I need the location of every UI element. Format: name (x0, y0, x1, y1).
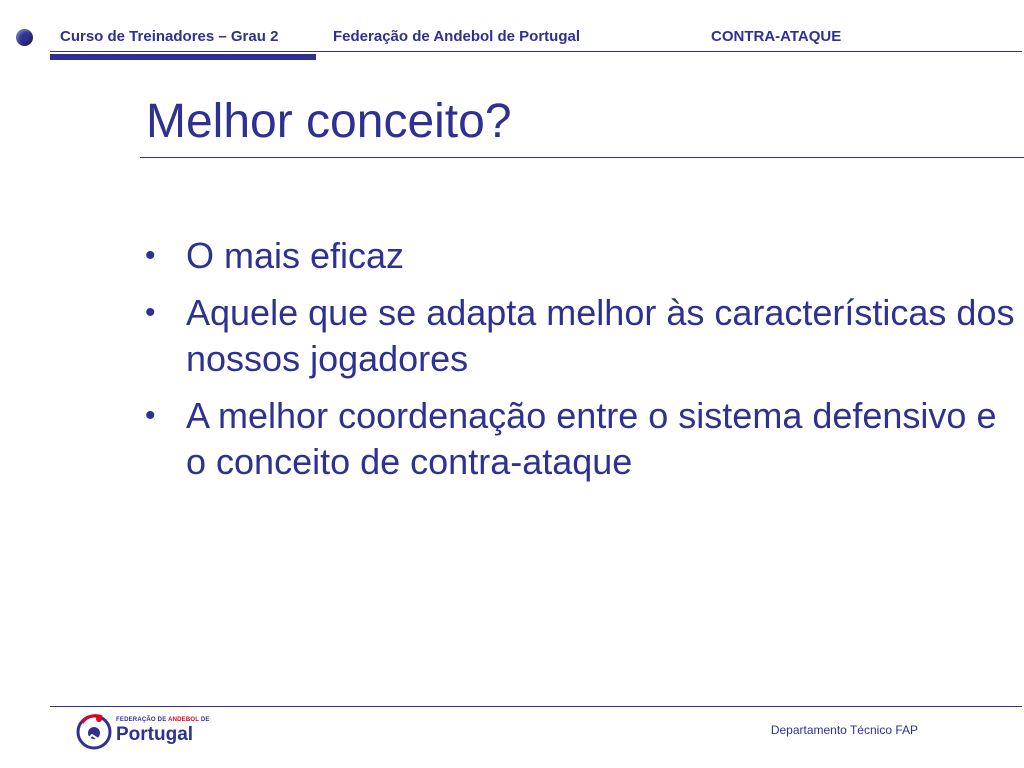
footer-divider (50, 706, 1022, 707)
header-accent-bar (50, 54, 316, 60)
header-bullet-dot (16, 29, 33, 46)
title-divider (140, 157, 1024, 158)
logo-caption (116, 717, 210, 723)
footer-department: Departamento Técnico FAP (770, 723, 918, 737)
logo-caption-accent: ANDEBOL (168, 717, 200, 723)
bullet-item (145, 233, 1015, 279)
header-topic: CONTRA-ATAQUE (711, 28, 842, 45)
handball-emblem-icon (76, 711, 114, 751)
bullet-list (145, 233, 1015, 496)
federation-logo (76, 711, 226, 751)
bullet-mark: • (145, 399, 156, 432)
header-course: Curso de Treinadores – Grau 2 (60, 28, 279, 45)
bullet-text: O mais eficaz (186, 235, 405, 276)
bullet-text: A melhor coordenação entre o sistema defensivo e o conceito de contra-ataque (186, 395, 997, 482)
bullet-mark: • (145, 239, 156, 272)
bullet-item (145, 290, 1015, 382)
slide-title: Melhor conceito? (146, 95, 512, 148)
logo-caption-part: DE (199, 717, 210, 723)
logo-caption-part: FEDERAÇÃO DE (116, 717, 169, 723)
bullet-item (145, 393, 1015, 485)
bullet-text: Aquele que se adapta melhor às características dos nossos jogadores (186, 292, 1015, 379)
bullet-mark: • (145, 296, 156, 329)
header-divider (50, 51, 1022, 52)
header-federation: Federação de Andebol de Portugal (333, 28, 580, 45)
logo-wordmark: Portugal (116, 724, 194, 745)
